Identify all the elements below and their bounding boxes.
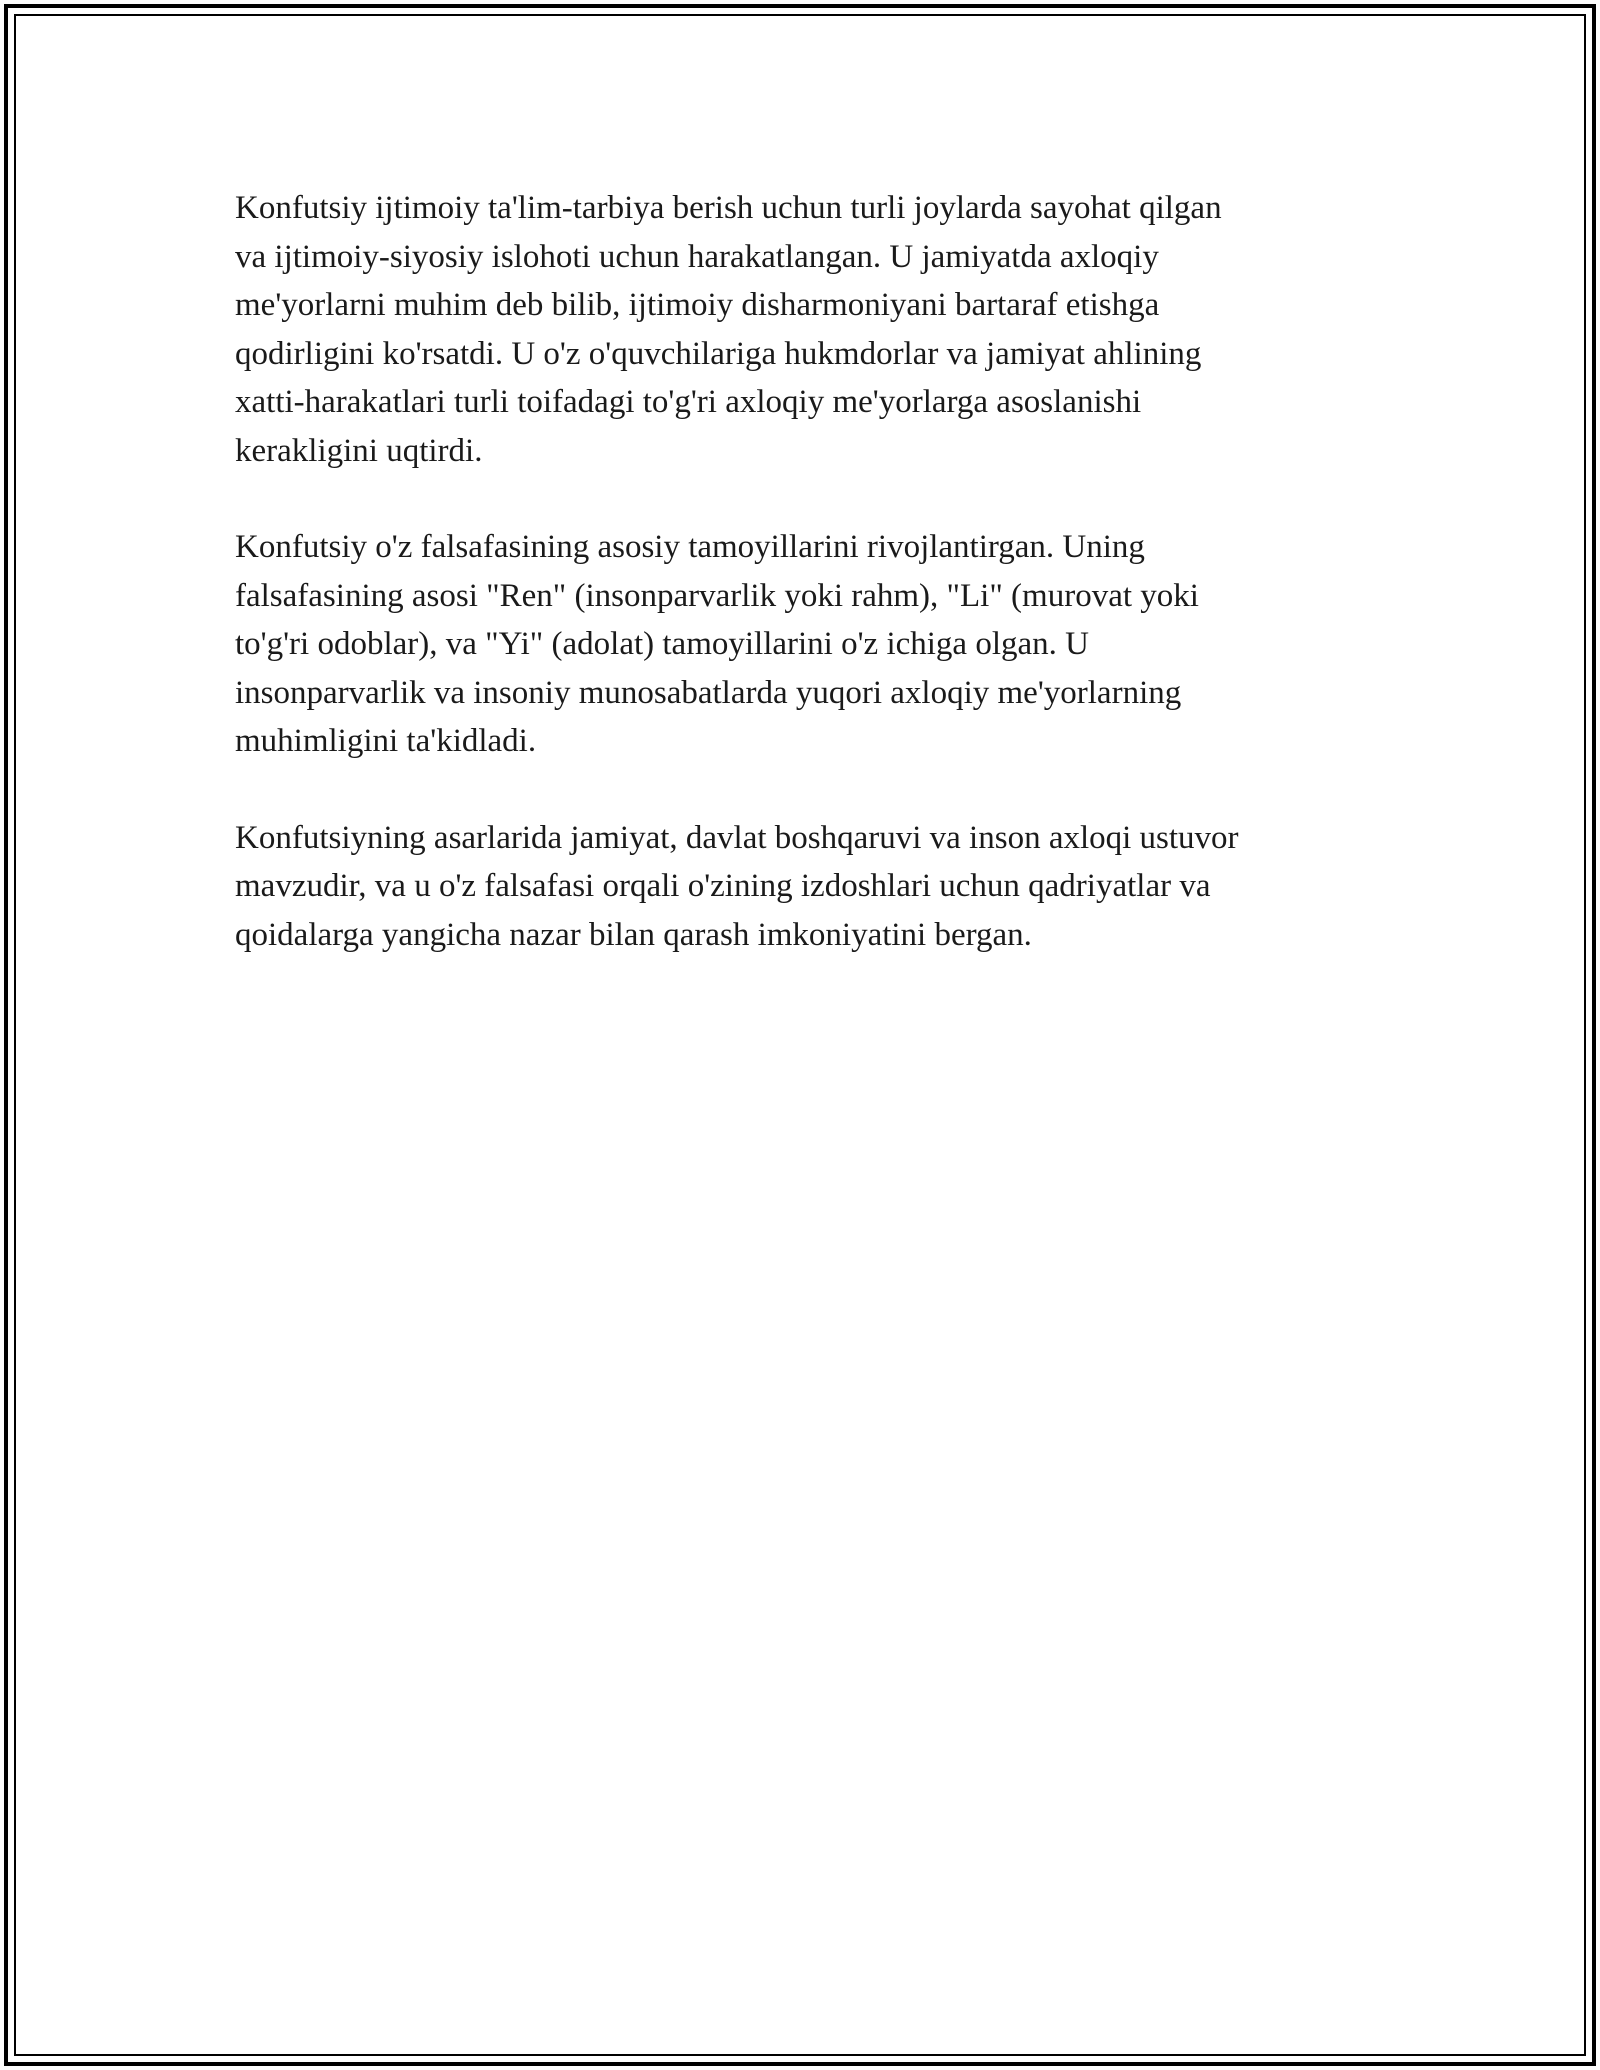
text-line: insonparvarlik va insoniy munosabatlarda yuqori axloqiy me'yorlarning [235,674,1182,711]
text-line: mavzudir, va u o'z falsafasi orqali o'zining izdoshlari uchun qadriyatlar va [235,868,1211,904]
text-line: qodirligini ko'rsatdi. U o'z o'quvchilariga hukmdorlar va jamiyat ahlining [235,335,1202,372]
paragraph-2 [235,523,1375,766]
document-body [235,184,1375,1007]
text-line: va ijtimoiy-siyosiy islohoti uchun harakatlangan. U jamiyatda axloqiy [235,238,1159,275]
text-line: qoidalarga yangicha nazar bilan qarash imkoniyatini bergan. [235,916,1032,953]
text-line: me'yorlarni muhim deb bilib, ijtimoiy disharmoniyani bartaraf etishga [235,287,1160,323]
paragraph-1 [235,184,1375,475]
text-line: kerakligini uqtirdi. [235,432,483,469]
text-line: muhimligini ta'kidladi. [235,723,537,759]
text-line: Konfutsiyning asarlarida jamiyat, davlat boshqaruvi va inson axloqi ustuvor [235,819,1239,856]
text-line: falsafasining asosi "Ren" (insonparvarlik yoki rahm), "Li" (murovat yoki [235,577,1199,614]
paragraph-3 [235,814,1375,960]
text-line: to'g'ri odoblar), va "Yi" (adolat) tamoyillarini o'z ichiga olgan. U [235,626,1089,662]
text-line: Konfutsiy ijtimoiy ta'lim-tarbiya berish uchun turli joylarda sayohat qilgan [235,190,1222,226]
text-line: xatti-harakatlari turli toifadagi to'g'ri axloqiy me'yorlarga asoslanishi [235,384,1142,420]
text-line: Konfutsiy o'z falsafasining asosiy tamoyillarini rivojlantirgan. Uning [235,529,1145,565]
